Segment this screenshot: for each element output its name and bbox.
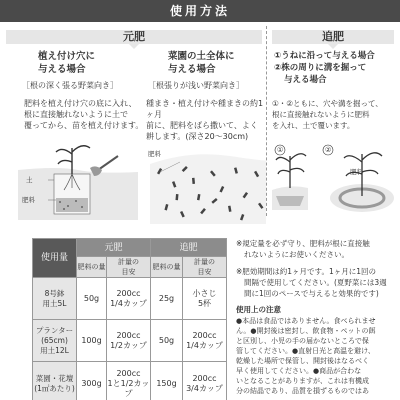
caution-line: ん。●開封後は密封し、飲食物・ペットの餌 — [236, 327, 376, 335]
note-2 — [236, 266, 387, 299]
row-name-line: 8号鉢 — [44, 288, 65, 298]
guide-line: 1と1/2カップ — [107, 378, 150, 398]
row-name-line: (65cm) — [41, 335, 68, 345]
row-name — [33, 320, 77, 362]
row-name — [33, 278, 77, 320]
oihi-guide — [183, 320, 227, 362]
caution-line: 早く使用してください。●商品が合わな — [236, 367, 362, 375]
motohi-amount: 50g — [77, 278, 107, 320]
col1-label-soil: 土 — [26, 176, 33, 184]
caution-line: と区別し、小児の手の届かないところで保 — [236, 337, 369, 345]
row-name-line: プランター — [35, 325, 74, 335]
guide-line: 200cc — [116, 368, 141, 378]
guide-line: 小さじ — [192, 288, 217, 298]
guide-line: 200cc — [116, 330, 141, 340]
note-line: 間に1回のペースで与えると効果的です) — [244, 289, 379, 298]
section-title-motohi: 元肥 — [123, 30, 145, 43]
col2-desc-line3: 耕します。(深さ20〜30cm) — [146, 132, 249, 141]
guide-line: 200cc — [192, 330, 217, 340]
col2-title-line1: 菜園の土全体に — [168, 51, 235, 62]
table-row — [33, 278, 227, 320]
col3-label-fert: 肥料 — [350, 168, 363, 176]
guide-line: 1/4カップ — [186, 340, 223, 350]
header-motohi: 元肥 — [77, 239, 151, 257]
oihi-amount: 25g — [151, 278, 183, 320]
motohi-amount: 100g — [77, 320, 107, 362]
note-line: れないようにお使いください。 — [244, 250, 349, 259]
sub-guide-oihi-line1: 計量の — [194, 258, 215, 266]
col3-label-2: ② — [325, 146, 332, 154]
col2-desc-line2: 前に、肥料をばら撒いて、よく — [146, 121, 258, 130]
table-row — [33, 320, 227, 362]
note-line: ※規定量を必ず守り、肥料が根に直接触 — [236, 239, 370, 248]
guide-line: 200cc — [116, 288, 141, 298]
page-title: 使用方法 — [0, 0, 400, 22]
col3-desc-line3: を入れ、土で覆います。 — [272, 121, 355, 130]
guide-line: 3/4カップ — [186, 383, 223, 393]
oihi-guide — [183, 278, 227, 320]
caution-line: いとなることがありますが、これは有機成 — [236, 377, 369, 385]
col1-label-fert: 肥料 — [22, 196, 35, 204]
guide-line: 5杯 — [197, 298, 212, 308]
caution-title: 使用上の注意 — [236, 305, 281, 314]
col2-desc-line1: 種まき・植え付けや種まきの約1ヶ月 — [146, 99, 264, 119]
guide-line: 1/4カップ — [110, 298, 147, 308]
section-title-oihi: 追肥 — [322, 30, 344, 43]
col2-label-fert: 肥料 — [148, 150, 161, 158]
col3-desc-line1: ①・②ともに、穴や溝を掘って、 — [272, 99, 383, 108]
planting-hole-illustration — [18, 140, 138, 220]
row-name-line: 用土12L — [40, 345, 69, 355]
col3-label-1: ① — [277, 146, 284, 154]
col1-desc-line3: 覆ってから、苗を植え付けます。 — [24, 121, 144, 130]
note-line: 間隔で使用してください。(夏野菜には3週 — [244, 278, 387, 287]
caution-line: ●本品は食品ではありません。食べられませ — [236, 317, 376, 325]
col2-title-line2: 与える場合 — [168, 64, 216, 75]
oihi-amount: 150g — [151, 362, 183, 400]
caution-line: 乾燥した場所で保管し、開封後はなるべく — [236, 357, 369, 365]
caution-body — [236, 316, 376, 396]
col3-title — [274, 50, 400, 86]
side-dress-illustration — [270, 140, 398, 220]
col1-title — [38, 50, 148, 76]
col2-title — [168, 50, 278, 76]
col1-desc-line2: 根に直接触れないように土で — [24, 110, 128, 119]
col3-title-line2: ②株の周りに溝を掘って — [274, 63, 367, 73]
usage-table — [32, 238, 227, 400]
caution-line: 管してください。●直射日光と高温を避け、 — [236, 347, 375, 355]
header-usage: 使用量 — [33, 239, 77, 278]
col2-desc — [146, 98, 270, 142]
col1-desc-line1: 肥料を植え付け穴の底に入れ、 — [24, 99, 137, 108]
sub-guide-motohi-line2: 目安 — [121, 268, 136, 276]
scatter-fertilizer-illustration — [150, 142, 266, 224]
motohi-guide — [107, 362, 151, 400]
col1-desc — [24, 98, 154, 131]
caution-line: 分の結晶であり、品質を損ずるものではあ — [236, 387, 369, 395]
table-row — [33, 362, 227, 400]
col3-desc-line2: 根に直接触れないように肥料 — [272, 110, 370, 119]
oihi-amount: 50g — [151, 320, 183, 362]
col3-title-line3: 与える場合 — [284, 75, 327, 85]
sub-amount-oihi: 肥料の量 — [151, 257, 183, 278]
row-name-line: (1㎡あたり) — [34, 383, 75, 393]
sub-amount-motohi: 肥料の量 — [77, 257, 107, 278]
motohi-guide — [107, 320, 151, 362]
col1-note: ［根の深く張る野菜向き］ — [22, 81, 118, 90]
col1-title-line1: 植え付け穴に — [38, 51, 96, 62]
col3-desc — [272, 98, 398, 131]
guide-line: 1/2カップ — [110, 340, 147, 350]
sub-guide-motohi-line1: 計量の — [118, 258, 139, 266]
section-header-motohi — [6, 28, 262, 46]
sub-guide-oihi-line2: 目安 — [197, 268, 212, 276]
row-name — [33, 362, 77, 400]
row-name-line: 用土5L — [42, 298, 67, 308]
guide-line: 200cc — [192, 373, 217, 383]
col2-note: ［根張りが浅い野菜向き］ — [148, 81, 244, 90]
sub-guide-oihi — [183, 257, 227, 278]
row-name-line: 菜園・花壇 — [35, 373, 74, 383]
motohi-guide — [107, 278, 151, 320]
note-line: ※肥効期間は約1ヶ月です。1ヶ月に1回の — [236, 267, 376, 276]
col3-title-line1: ①うねに沿って与える場合 — [274, 51, 375, 61]
col1-title-line2: 与える場合 — [38, 64, 86, 75]
motohi-amount: 300g — [77, 362, 107, 400]
sub-guide-motohi — [107, 257, 151, 278]
section-header-oihi — [272, 28, 394, 46]
note-1 — [236, 238, 370, 260]
oihi-guide — [183, 362, 227, 400]
header-oihi: 追肥 — [151, 239, 227, 257]
